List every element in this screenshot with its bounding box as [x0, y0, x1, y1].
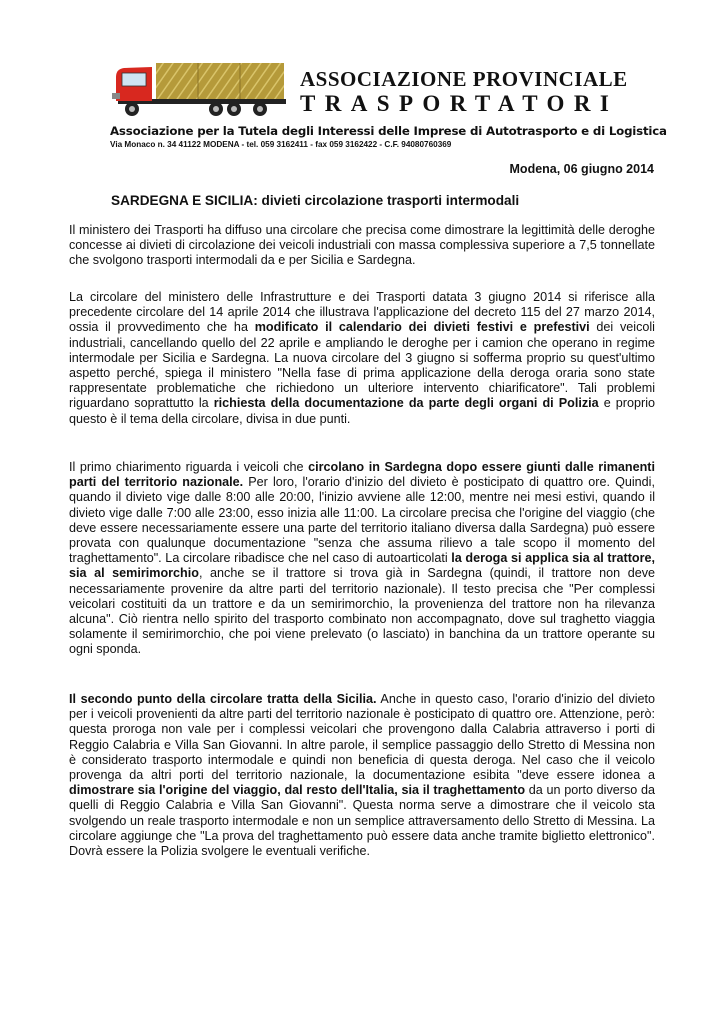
truck-logo: [108, 57, 288, 125]
org-word: TRASPORTATORI: [300, 91, 619, 116]
document-title: SARDEGNA E SICILIA: divieti circolazione trasporti intermodali: [111, 193, 520, 208]
paragraph-3-bold-2: la deroga si applica sia al trattore, sia al semirimorchio: [69, 551, 655, 581]
paragraph-3-bold-1: circolano in Sardegna dopo essere giunti dalle rimanenti parti del territorio nazionale.: [69, 460, 655, 490]
org-address: Via Monaco n. 34 41122 MODENA - tel. 059 3162411 - fax 059 3162422 - C.F. 94080760369: [110, 140, 452, 149]
paragraph-4-text-1: Anche in questo caso, l'orario d'inizio del divieto per i veicoli provenienti da altre parti del territorio nazionale è posticipato di quattro ore. Attenzione, però: questa proroga non vale per i complessi veicolari che provengono dalla Calabria attraverso i porti di Reggio Calabria e Villa San Giovanni. In altre parole, il semplice passaggio dello Stretto di Messina non è considerato trasporto intermodale e quindi non beneficia di questa deroga. Nel caso che il veicolo provenga da altri porti del territorio nazionale, la documentazione esibita "deve essere idonea a: [69, 692, 655, 783]
paragraph-4-bold-1: Il secondo punto della circolare tratta della Sicilia.: [69, 692, 377, 706]
org-name: ASSOCIAZIONE PROVINCIALE: [300, 67, 628, 91]
paragraph-2-bold-2: richiesta della documentazione da parte degli organi di Polizia: [213, 396, 599, 411]
paragraph-2: [69, 290, 655, 427]
letterhead: [104, 55, 667, 155]
paragraph-3-text-3: , anche se il trattore si trova già in Sardegna (quindi, il trattore non deve necessariamente provenire da altre parti del territorio nazionale). Il testo precisa che "Per complessi veicolari costituiti da un trattore e da un semirimorchio, la provenienza del trattore non ha rilevanza alcuna". Ciò rientra nello spirito del trasporto combinato non accompagnato, dove sul traghetto viaggia solamente il semirimorchio, che poi viene prelevato (o lasciato) in banchina da un trattore operante su ogni sponda.: [69, 566, 656, 657]
paragraph-3-text-1: Il primo chiarimento riguarda i veicoli che: [69, 460, 309, 474]
paragraph-2-text-3: e proprio questo è il tema della circolare, divisa in due punti.: [69, 396, 655, 426]
paragraph-3: [69, 460, 655, 658]
paragraph-3-text-2: Per loro, l'orario d'inizio del divieto è posticipato di quattro ore. Quindi, quando il divieto vige dalle 8:00 alle 20:00, l'inizio avviene alle 12:00, mentre nei mesi estivi, quando il divieto vige dalle 7:00 alle 23:00, esso inizia alle 11:00. La circolare precisa che l'origine del viaggio (che deve essere necessariamente essere una parte del territorio italiano diversa dalla Sardegna) può essere provata con qualunque documentazione "senza che assuma rilievo a tale scopo il momento del traghettamento". La circolare ribadisce che nel caso di autoarticolati: [69, 475, 655, 566]
paragraph-4-text-2: da un porto diverso da quelli di Reggio Calabria e Villa San Giovanni". Questa norma serve a dimostrare che il veicolo sta svolgendo un reale trasporto intermodale e non un semplice attraversamento dello Stretto di Messina. La circolare aggiunge che "La prova del traghettamento può essere data anche tramite biglietto elettronico". Dovrà essere la Polizia svolgere le eventuali verifiche.: [69, 783, 655, 859]
paragraph-2-bold-1: modificato il calendario dei divieti festivi e prefestivi: [254, 320, 590, 335]
paragraph-1: [69, 223, 655, 269]
paragraph-4: [69, 692, 655, 859]
paragraph-2-text-2: dei veicoli industriali, cancellando quello del 22 aprile e ampliando le deroghe per i camion che operano in regime intermodale per Sicilia e Sardegna. La nuova circolare del 3 giugno si sofferma proprio su quest'ultimo aspetto perché, spiega il ministero "Nella fase di prima applicazione della deroga oraria sono state rappresentate problematiche che richiedono un ulteriore intervento chiarificatore". Tali problemi riguardano soprattutto la: [69, 320, 655, 411]
org-subtitle: Associazione per la Tutela degli Interessi delle Imprese di Autotrasporto e di Logistica: [110, 124, 667, 138]
document-date: Modena, 06 giugno 2014: [509, 162, 654, 176]
paragraph-1-text: Il ministero dei Trasporti ha diffuso una circolare che precisa come dimostrare la legittimità delle deroghe concesse ai divieti di circolazione dei veicoli industriali con massa complessiva superiore a 7,5 tonnellate che svolgono trasporti intermodali da e per Sicilia e Sardegna.: [69, 223, 655, 268]
paragraph-2-text-1: La circolare del ministero delle Infrastrutture e dei Trasporti datata 3 giugno 2014 si riferisce alla precedente circolare del 14 aprile 2014 che illustrava l'applicazione del decreto 115 del 27 marzo 2014, ossia il provvedimento che ha: [69, 290, 655, 335]
paragraph-4-bold-2: dimostrare sia l'origine del viaggio, dal resto dell'Italia, sia il traghettamento: [69, 783, 526, 798]
